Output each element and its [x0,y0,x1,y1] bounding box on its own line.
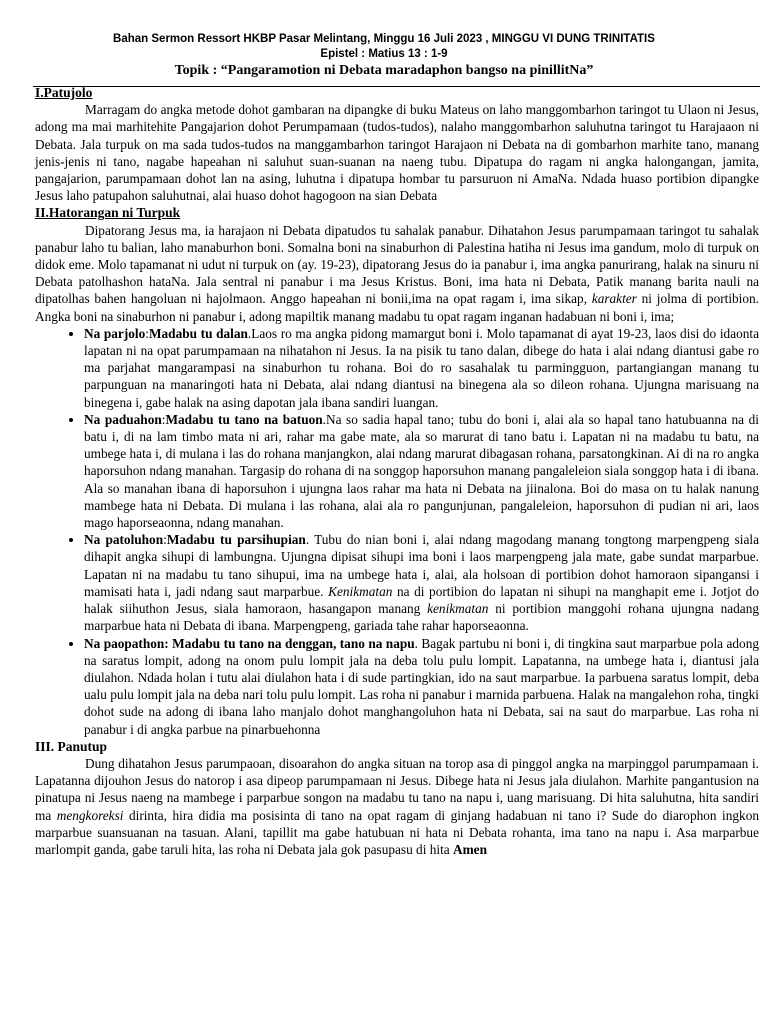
explanation-paragraph: Dipatorang Jesus ma, ia harajaon ni Debata dipatudos tu sahalak panabur. Dihatahon Jesus parumpamaan taringot tu sahalak panabur laho tu balian, laho manaburhon boni. Somalna boni na sinaburhon di Palestina hatiha ni Jesus ima gandum, molo di turpuk on didok eme. Molo tapamanat ni udut ni turpuk on (ay. 19-23), dipatorang Jesus do ia panabur i, ima angka panurirang, halak na sinuru ni Debata patolhashon hataNa. Jala sentral ni panabur i ma Jesus Kristus. Boni, ima hata ni Debata, Patik manang barita nauli na dipatolhas bahen hangoluan ni hajolmaon. Anggo hapeahan ni bonii,ima na opat ragam i, ima sikap, karakter ni jolma di portibion. Angka boni na sinaburhon ni panabur i, adong mapiltik manang madabu tu opat ragam inganan hadabuan ni boni i, ima; [35,222,759,324]
document-header [0,32,768,79]
document-body [35,84,759,858]
epistle-line: Epistel : Matius 13 : 1-9 [320,48,448,60]
section-title-hatorangan: II.Hatorangan ni Turpuk [35,205,181,221]
section-title-panutup: III. Panutup [35,738,108,754]
section-title-patujolo: I.Patujolo [35,85,93,100]
list-item-parjolo: • Na parjolo:Madabu tu dalan.Laos ro ma angka pidong mamargut boni i. Molo tapamanat di ayat 19-23, laos disi do idaonta lapatan ni na opat parumpamaan na nihatahon ni Jesus. Ia na pisik tu tano dalan, dibege do hata i alai ndang diantusi gabe ro ma parjahat mangarampasi na sinaburhon tu rohana. Boi do ro sasahalak tu parmingguon, partangiangan manang tu parpunguan na manaringoti hata ni Debata, alai ndang diantusi na binegena ala so dileon rohana. Ujungna marisuang na binegena i, gabe halak na asing dapotan jala ibana sandiri luangan. [84,325,759,411]
list-item-paduahon: • Na paduahon:Madabu tu tano na batuon.Na so sadia hapal tano; tubu do boni i, alai ala so hapal tano hatubuanna na di batu i, di na lam timbo mata ni ari, rahar ma gabe mate, ala so marurat di tano batu i. Lapatan ni na madabu tu batu, na umbege hata i, di mulana i las do rohana manjangkon, alai ndang marurat dibagasan rohana, parsatongkinan. Ai di na ro angka haporsuhon ndang manahan. Targasip do rohana di na songgop haporsuhon manang pangaleleion siala songgop hata i di ibana. Ala so manahan ibana di haporsuhon i ujungna laos rahar ma hata ni Debata na jiinalona. Boi do masa on tu halak nanung mambege hata ni Debata. Di mulana i las rohana, alai ala ro pangunjunan, pangaleleion, haporsuhon di pudian ni ari, laos mago haporseaonna, ndang manahan. [84,411,759,531]
intro-paragraph: Marragam do angka metode dohot gambaran na dipangke di buku Mateus on laho manggombarhon taringot tu Ulaon ni Jesus, adong ma mai marhitehite Pangajarion dohot Perumpamaan (tudos-tudos), nalaho manggombarhon saluhutna taringot tu Harajaaon ni Debata. Jala turpuk on ma sada tudos-tudos na manggambarhon taringot Harajaon ni Debata na di gombarhon marhite tano, manang jenis-jenis ni tano, nagabe hapeahan ni saluhut suan-suanan na naeng tubu. Dipatupa do ragam ni angka halongangan, jamita, pangajarion, parumpamaan dohot lan na asing, luhutna i dipatupa hombar tu parsuruon ni AmaNa. Ndada huaso portibion dipangke Jesus laho patupahon saluhutnai, alai huaso dohot hagogoon na sian Debata [35,102,759,204]
soil-types-list [35,325,759,738]
closing-paragraph: Dung dihatahon Jesus parumpaoan, disoarahon do angka situan na torop asa di pinggol angka na marpinggol parumpamaan i. Lapatanna dijouhon Jesus do natorop i asa dipeop parumpamaan ni Jesus. Dibege hata ni Jesus jala diulahon. Marhite pangantusion na pinatupa ni Jesus naeng na mambege i parparbue songon na madabu tu tano na napu i, uang marisuang. Di hita saluhutna, hita sandiri ma mengkoreksi dirinta, hira didia ma posisinta di tano na opat ragam di ginjang hadabuan ni tano i? Sude do diarophon ingkon marparbue suansuanan na tasuan. Alani, tapillit ma gabe hatubuan ni hata ni Debata rohanta, ima tano na napu i. Asa marparbue marlompit ganda, gabe taruli hita, las roha ni Debata jala gok pasupasu di hita Amen [35,755,759,857]
list-item-patoluhon: • Na patoluhon:Madabu tu parsihupian. Tubu do nian boni i, alai ndang magodang manang tongtong marpengpeng siala dihapit angka sihupi di lambungna. Ujungna dipisat sihupi ima boni i laos marpengpeng jala mate, gabe sundat marparbue. Lapatan ni na madabu tu tano sihupui, ima na umbege hata i, alai, ala holsoan di portibion dohot hamoraon sipangansi i mamisati hata i, jadi ndang saut marparbue. Kenikmatan na di portibion do lapatan ni sihupi na manghapit eme i. Jotjot do halak siihuthon Jesus, siala hamoraon, hasangapon manang kenikmatan ni portibion manggohi rohana ujungna nadang marparbue hata ni Debata di ibana. Marpengpeng, gariada tahe rahar haporseaonna. [84,531,759,634]
topic-line: Topik : “Pangaramotion ni Debata maradaphon bangso na pinillitNa” [174,63,594,78]
list-item-paopathon: • Na paopathon: Madabu tu tano na denggan, tano na napu. Bagak partubu ni boni i, di tingkina saut marparbue pola adong na saratus lompit, adong na onom pulu lompit jala na deba tolu pulu lompit. Lapatanna, na umbege hata i, diantusi jala diulahon. Ndada holan i tutu alai diulahon hata i di sude partingkian, ido na saut marparbue. Ia parbuena saratus lompit, deba ualu pulu lompit jala na deba nari tolu pulu lompit. Las roha ni panabur i marnida parbuena. Halak na mangalehon roha, tingki dohot sude na adong di ibana laho manjalo dohot manghangoluhon hata ni Debata, sai na saut do marparbue. Las roha ni panabur i di angka parbue na pinarbuehonna [84,635,759,738]
sermon-source-line: Bahan Sermon Ressort HKBP Pasar Melintang, Minggu 16 Juli 2023 , MINGGU VI DUNG TRINITATIS [113,33,655,45]
